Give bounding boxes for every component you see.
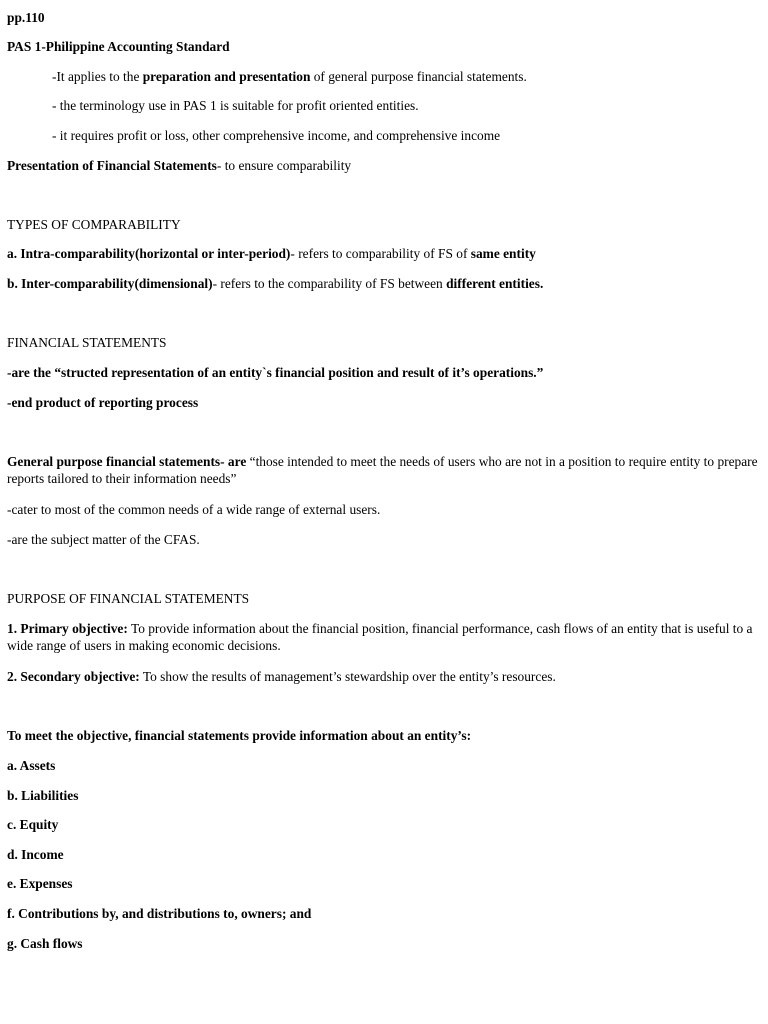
- fs-heading: FINANCIAL STATEMENTS: [7, 335, 167, 350]
- secondary-objective-label: 2. Secondary objective:: [7, 669, 140, 684]
- pas1-bullet-1-pre: -It applies to the: [52, 69, 143, 84]
- pas1-title: PAS 1-Philippine Accounting Standard: [7, 39, 230, 54]
- presentation-desc: - to ensure comparability: [216, 158, 352, 173]
- inter-desc: - refers to the comparability of FS between: [212, 276, 447, 291]
- pas1-bullet-1-post: of general purpose financial statements.: [310, 69, 527, 84]
- secondary-objective-text: To show the results of management’s stewardship over the entity’s resources.: [139, 669, 556, 684]
- primary-objective-label: 1. Primary objective:: [7, 621, 128, 636]
- fs-definition: -are the “structed representation of an entity`s financial position and result of it’s operations.”: [7, 365, 544, 380]
- gpfs-subject: -are the subject matter of the CFAS.: [7, 532, 200, 547]
- intra-emphasis: same entity: [470, 246, 536, 261]
- pas1-bullet-3: - it requires profit or loss, other comprehensive income, and comprehensive income: [52, 128, 501, 143]
- page-reference: pp.110: [7, 10, 45, 25]
- intra-desc: - refers to comparability of FS of: [290, 246, 471, 261]
- inter-comparability: [7, 275, 758, 292]
- meet-objective-heading: To meet the objective, financial statements provide information about an entity’s:: [7, 728, 472, 743]
- list-item: e. Expenses: [7, 876, 73, 891]
- gpfs-quote: “those intended to meet the needs of users who are not in a position to require entity to prepare reports tailored to their information needs”: [7, 454, 758, 486]
- list-item: c. Equity: [7, 817, 59, 832]
- purpose-heading: PURPOSE OF FINANCIAL STATEMENTS: [7, 591, 250, 606]
- list-item: a. Assets: [7, 758, 56, 773]
- inter-emphasis: different entities.: [446, 276, 544, 291]
- intra-term: a. Intra-comparability(horizontal or inter-period): [7, 246, 291, 261]
- presentation-term: Presentation of Financial Statements: [7, 158, 217, 173]
- intra-comparability: [7, 245, 758, 262]
- gpfs-term: General purpose financial statements- are: [7, 454, 247, 469]
- pas1-bullet-1-bold: preparation and presentation: [142, 69, 311, 84]
- gpfs-definition: [7, 453, 758, 487]
- pas1-bullet-2: - the terminology use in PAS 1 is suitable for profit oriented entities.: [52, 98, 419, 113]
- primary-objective-text: To provide information about the financial position, financial performance, cash flows of an entity that is useful to a wide range of users in making economic decisions.: [7, 621, 753, 653]
- list-item: b. Liabilities: [7, 788, 79, 803]
- fs-end-product: -end product of reporting process: [7, 395, 199, 410]
- presentation-line: [7, 157, 758, 174]
- list-item: g. Cash flows: [7, 936, 83, 951]
- pas1-bullet-1: [52, 68, 758, 85]
- secondary-objective: [7, 668, 758, 685]
- inter-term: b. Inter-comparability(dimensional): [7, 276, 213, 291]
- list-item: d. Income: [7, 847, 64, 862]
- primary-objective: [7, 620, 758, 654]
- list-item: f. Contributions by, and distributions to, owners; and: [7, 906, 312, 921]
- gpfs-cater: -cater to most of the common needs of a wide range of external users.: [7, 502, 381, 517]
- types-heading: TYPES OF COMPARABILITY: [7, 217, 181, 232]
